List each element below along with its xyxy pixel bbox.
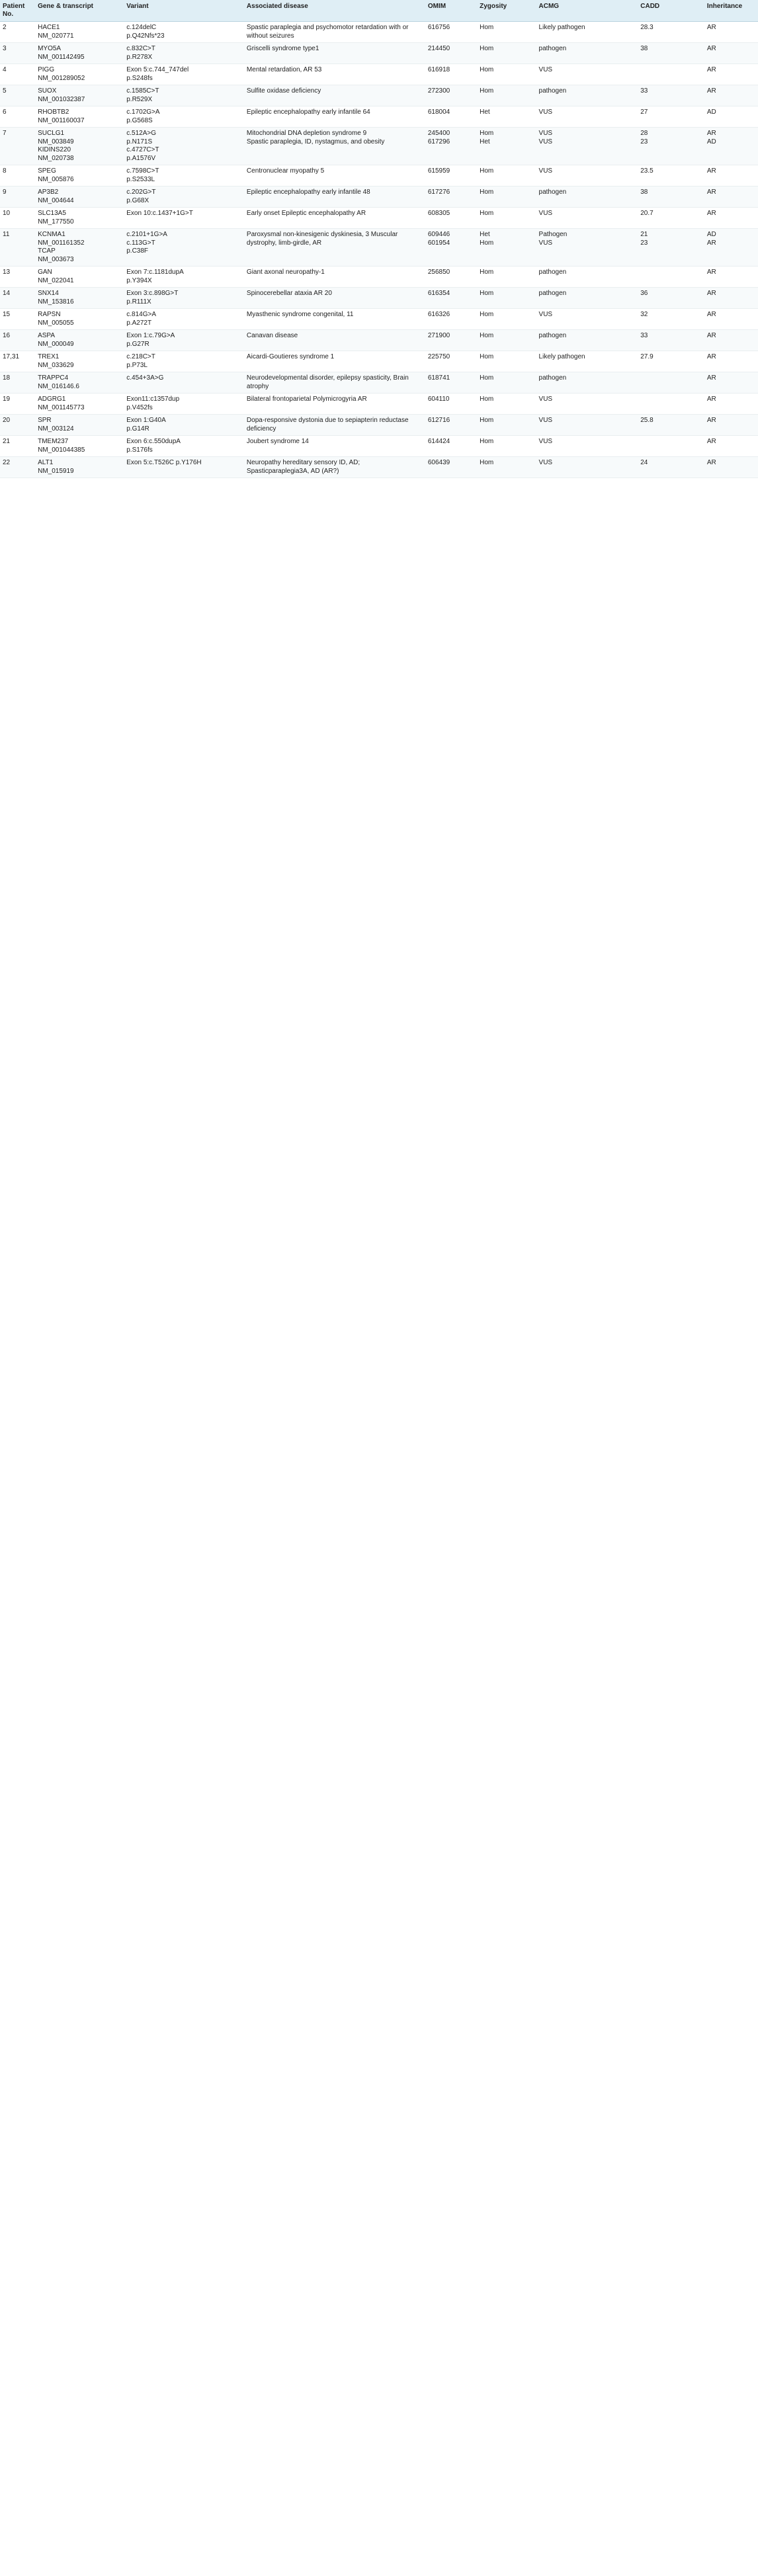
cell-patient: 15 — [0, 309, 35, 330]
cell-cadd: 33 — [638, 85, 704, 106]
cell-acmg: VUS — [536, 208, 638, 229]
header-patient: Patient No. — [0, 0, 35, 22]
cell-inheritance: AR — [704, 187, 758, 208]
cell-gene: ASPA NM_000049 — [35, 330, 124, 351]
cell-acmg: pathogen — [536, 267, 638, 288]
cell-disease: Joubert syndrome 14 — [244, 436, 425, 457]
cell-zygosity: Hom — [477, 309, 536, 330]
cell-acmg: VUS — [536, 165, 638, 187]
cell-omim: 616756 — [425, 22, 477, 43]
cell-acmg: VUS — [536, 436, 638, 457]
cell-cadd: 38 — [638, 43, 704, 64]
cell-disease: Aicardi-Goutieres syndrome 1 — [244, 351, 425, 372]
cell-acmg: VUS — [536, 457, 638, 478]
header-gene: Gene & transcript — [35, 0, 124, 22]
cell-patient: 6 — [0, 106, 35, 128]
cell-omim: 272300 — [425, 85, 477, 106]
cell-omim: 604110 — [425, 394, 477, 415]
cell-inheritance: AR — [704, 394, 758, 415]
cell-variant: Exon 1:c.79G>A p.G27R — [124, 330, 244, 351]
cell-acmg: Likely pathogen — [536, 22, 638, 43]
cell-omim: 608305 — [425, 208, 477, 229]
cell-acmg: VUS — [536, 415, 638, 436]
cell-inheritance: AR — [704, 208, 758, 229]
cell-gene: MYO5A NM_001142495 — [35, 43, 124, 64]
cell-disease: Neurodevelopmental disorder, epilepsy spasticity, Brain atrophy — [244, 372, 425, 394]
cell-patient: 7 — [0, 128, 35, 165]
cell-inheritance: AR — [704, 288, 758, 309]
cell-gene: SUOX NM_001032387 — [35, 85, 124, 106]
cell-acmg: Likely pathogen — [536, 351, 638, 372]
cell-variant: c.1702G>A p.G568S — [124, 106, 244, 128]
cell-variant: c.1585C>T p.R529X — [124, 85, 244, 106]
table-row — [0, 330, 758, 351]
cell-patient: 3 — [0, 43, 35, 64]
cell-patient: 17,31 — [0, 351, 35, 372]
cell-gene: ADGRG1 NM_001145773 — [35, 394, 124, 415]
cell-patient: 20 — [0, 415, 35, 436]
cell-cadd: 24 — [638, 457, 704, 478]
table-row — [0, 64, 758, 85]
cell-patient: 5 — [0, 85, 35, 106]
cell-gene: KCNMA1 NM_001161352 TCAP NM_003673 — [35, 229, 124, 267]
cell-variant: Exon 6:c.550dupA p.S176fs — [124, 436, 244, 457]
cell-inheritance: AR — [704, 309, 758, 330]
cell-cadd — [638, 64, 704, 85]
cell-patient: 10 — [0, 208, 35, 229]
cell-omim: 612716 — [425, 415, 477, 436]
table-row — [0, 128, 758, 165]
cell-gene: RAPSN NM_005055 — [35, 309, 124, 330]
cell-acmg: pathogen — [536, 187, 638, 208]
cell-variant: Exon11:c1357dup p.V452fs — [124, 394, 244, 415]
cell-zygosity: Hom — [477, 330, 536, 351]
table-header — [0, 0, 758, 22]
cell-acmg: pathogen — [536, 288, 638, 309]
table-row — [0, 22, 758, 43]
table-row — [0, 106, 758, 128]
cell-cadd: 33 — [638, 330, 704, 351]
cell-disease: Canavan disease — [244, 330, 425, 351]
cell-gene: SLC13A5 NM_177550 — [35, 208, 124, 229]
table-row — [0, 165, 758, 187]
cell-omim: 225750 — [425, 351, 477, 372]
cell-cadd: 28.3 — [638, 22, 704, 43]
cell-inheritance: AR — [704, 372, 758, 394]
cell-omim: 606439 — [425, 457, 477, 478]
cell-zygosity: Hom — [477, 165, 536, 187]
cell-zygosity: Hom — [477, 288, 536, 309]
cell-gene: TREX1 NM_033629 — [35, 351, 124, 372]
cell-zygosity: Het — [477, 106, 536, 128]
table-row — [0, 229, 758, 267]
cell-omim: 214450 — [425, 43, 477, 64]
table-row — [0, 85, 758, 106]
cell-variant: c.2101+1G>A c.113G>T p.C38F — [124, 229, 244, 267]
cell-variant: Exon 7:c.1181dupA p.Y394X — [124, 267, 244, 288]
cell-inheritance: AR — [704, 267, 758, 288]
cell-inheritance: AR — [704, 85, 758, 106]
cell-gene: TMEM237 NM_001044385 — [35, 436, 124, 457]
cell-omim: 616326 — [425, 309, 477, 330]
table-row — [0, 208, 758, 229]
cell-patient: 14 — [0, 288, 35, 309]
cell-disease: Spinocerebellar ataxia AR 20 — [244, 288, 425, 309]
cell-cadd: 27.9 — [638, 351, 704, 372]
cell-cadd: 21 23 — [638, 229, 704, 267]
cell-patient: 8 — [0, 165, 35, 187]
cell-inheritance: AR — [704, 457, 758, 478]
cell-patient: 22 — [0, 457, 35, 478]
cell-disease: Mental retardation, AR 53 — [244, 64, 425, 85]
cell-disease: Mitochondrial DNA depletion syndrome 9 Spastic paraplegia, ID, nystagmus, and obesity — [244, 128, 425, 165]
cell-disease: Epileptic encephalopathy early infantile 64 — [244, 106, 425, 128]
cell-variant: c.814G>A p.A272T — [124, 309, 244, 330]
cell-zygosity: Hom — [477, 436, 536, 457]
cell-zygosity: Hom — [477, 64, 536, 85]
header-cadd: CADD — [638, 0, 704, 22]
cell-disease: Epileptic encephalopathy early infantile 48 — [244, 187, 425, 208]
cell-zygosity: Hom — [477, 351, 536, 372]
cell-omim: 618004 — [425, 106, 477, 128]
header-omim: OMIM — [425, 0, 477, 22]
cell-gene: SPR NM_003124 — [35, 415, 124, 436]
cell-gene: GAN NM_022041 — [35, 267, 124, 288]
cell-inheritance: AR — [704, 43, 758, 64]
cell-zygosity: Hom — [477, 43, 536, 64]
cell-disease: Griscelli syndrome type1 — [244, 43, 425, 64]
cell-inheritance: AD AR — [704, 229, 758, 267]
table-row — [0, 309, 758, 330]
table-row — [0, 372, 758, 394]
cell-disease: Paroxysmal non-kinesigenic dyskinesia, 3 Muscular dystrophy, limb-girdle, AR — [244, 229, 425, 267]
table-row — [0, 43, 758, 64]
cell-omim: 618741 — [425, 372, 477, 394]
cell-zygosity: Hom — [477, 208, 536, 229]
table-row — [0, 457, 758, 478]
cell-gene: PIGG NM_001289052 — [35, 64, 124, 85]
cell-inheritance: AR — [704, 351, 758, 372]
cell-gene: HACE1 NM_020771 — [35, 22, 124, 43]
cell-zygosity: Hom — [477, 267, 536, 288]
cell-variant: c.832C>T p.R278X — [124, 43, 244, 64]
cell-omim: 245400 617296 — [425, 128, 477, 165]
cell-omim: 615959 — [425, 165, 477, 187]
cell-zygosity: Het Hom — [477, 229, 536, 267]
cell-acmg: VUS — [536, 64, 638, 85]
cell-patient: 16 — [0, 330, 35, 351]
cell-cadd: 38 — [638, 187, 704, 208]
table-row — [0, 267, 758, 288]
cell-zygosity: Hom Het — [477, 128, 536, 165]
table-row — [0, 436, 758, 457]
table-row — [0, 394, 758, 415]
cell-patient: 18 — [0, 372, 35, 394]
cell-disease: Spastic paraplegia and psychomotor retardation with or without seizures — [244, 22, 425, 43]
cell-cadd: 20.7 — [638, 208, 704, 229]
cell-disease: Early onset Epileptic encephalopathy AR — [244, 208, 425, 229]
cell-disease: Centronuclear myopathy 5 — [244, 165, 425, 187]
cell-gene: RHOBTB2 NM_001160037 — [35, 106, 124, 128]
cell-zygosity: Hom — [477, 85, 536, 106]
header-inheritance: Inheritance — [704, 0, 758, 22]
cell-disease: Neuropathy hereditary sensory ID, AD; Spasticparaplegia3A, AD (AR?) — [244, 457, 425, 478]
table-row — [0, 415, 758, 436]
cell-inheritance: AR — [704, 22, 758, 43]
cell-zygosity: Hom — [477, 415, 536, 436]
cell-gene: ALT1 NM_015919 — [35, 457, 124, 478]
cell-disease: Dopa-responsive dystonia due to sepiapterin reductase deficiency — [244, 415, 425, 436]
cell-omim: 609446 601954 — [425, 229, 477, 267]
cell-acmg: pathogen — [536, 330, 638, 351]
cell-cadd: 28 23 — [638, 128, 704, 165]
header-variant: Variant — [124, 0, 244, 22]
cell-variant: c.7598C>T p.S2533L — [124, 165, 244, 187]
cell-omim: 616354 — [425, 288, 477, 309]
cell-variant: c.202G>T p.G68X — [124, 187, 244, 208]
cell-gene: SPEG NM_005876 — [35, 165, 124, 187]
cell-omim: 617276 — [425, 187, 477, 208]
cell-patient: 13 — [0, 267, 35, 288]
cell-gene: SUCLG1 NM_003849 KIDINS220 NM_020738 — [35, 128, 124, 165]
cell-acmg: pathogen — [536, 85, 638, 106]
cell-inheritance: AD — [704, 106, 758, 128]
cell-variant: c.124delC p.Q42Nfs*23 — [124, 22, 244, 43]
header-acmg: ACMG — [536, 0, 638, 22]
cell-variant: Exon 1:G40A p.G14R — [124, 415, 244, 436]
cell-cadd — [638, 372, 704, 394]
header-zygosity: Zygosity — [477, 0, 536, 22]
cell-variant: Exon 3:c.898G>T p.R111X — [124, 288, 244, 309]
cell-acmg: pathogen — [536, 43, 638, 64]
cell-zygosity: Hom — [477, 22, 536, 43]
cell-disease: Bilateral frontoparietal Polymicrogyria AR — [244, 394, 425, 415]
cell-cadd: 25.8 — [638, 415, 704, 436]
cell-patient: 11 — [0, 229, 35, 267]
cell-patient: 19 — [0, 394, 35, 415]
table-row — [0, 351, 758, 372]
cell-variant: Exon 5:c.744_747del p.S248fs — [124, 64, 244, 85]
cell-variant: c.454+3A>G — [124, 372, 244, 394]
cell-disease: Sulfite oxidase deficiency — [244, 85, 425, 106]
cell-omim: 614424 — [425, 436, 477, 457]
cell-cadd: 23.5 — [638, 165, 704, 187]
cell-inheritance: AR — [704, 64, 758, 85]
header-disease: Associated disease — [244, 0, 425, 22]
cell-omim: 271900 — [425, 330, 477, 351]
cell-gene: TRAPPC4 NM_016146.6 — [35, 372, 124, 394]
table-row — [0, 187, 758, 208]
cell-acmg: Pathogen VUS — [536, 229, 638, 267]
cell-cadd — [638, 267, 704, 288]
cell-variant: Exon 10:c.1437+1G>T — [124, 208, 244, 229]
cell-disease: Giant axonal neuropathy-1 — [244, 267, 425, 288]
variant-table — [0, 0, 758, 478]
cell-zygosity: Hom — [477, 187, 536, 208]
cell-disease: Myasthenic syndrome congenital, 11 — [244, 309, 425, 330]
cell-cadd — [638, 436, 704, 457]
cell-cadd: 32 — [638, 309, 704, 330]
cell-omim: 256850 — [425, 267, 477, 288]
cell-patient: 9 — [0, 187, 35, 208]
cell-gene: AP3B2 NM_004644 — [35, 187, 124, 208]
table-row — [0, 288, 758, 309]
table-body — [0, 22, 758, 478]
cell-acmg: VUS — [536, 394, 638, 415]
cell-variant: Exon 5:c.T526C p.Y176H — [124, 457, 244, 478]
cell-inheritance: AR — [704, 436, 758, 457]
cell-variant: c.218C>T p.P73L — [124, 351, 244, 372]
cell-gene: SNX14 NM_153816 — [35, 288, 124, 309]
cell-patient: 4 — [0, 64, 35, 85]
cell-cadd — [638, 394, 704, 415]
cell-acmg: pathogen — [536, 372, 638, 394]
cell-acmg: VUS VUS — [536, 128, 638, 165]
cell-omim: 616918 — [425, 64, 477, 85]
cell-zygosity: Hom — [477, 457, 536, 478]
cell-inheritance: AR AD — [704, 128, 758, 165]
cell-inheritance: AR — [704, 165, 758, 187]
cell-patient: 21 — [0, 436, 35, 457]
cell-zygosity: Hom — [477, 372, 536, 394]
cell-acmg: VUS — [536, 309, 638, 330]
cell-cadd: 36 — [638, 288, 704, 309]
cell-variant: c.512A>G p.N171S c.4727C>T p.A1576V — [124, 128, 244, 165]
cell-inheritance: AR — [704, 330, 758, 351]
cell-acmg: VUS — [536, 106, 638, 128]
cell-cadd: 27 — [638, 106, 704, 128]
cell-patient: 2 — [0, 22, 35, 43]
cell-zygosity: Hom — [477, 394, 536, 415]
cell-inheritance: AR — [704, 415, 758, 436]
